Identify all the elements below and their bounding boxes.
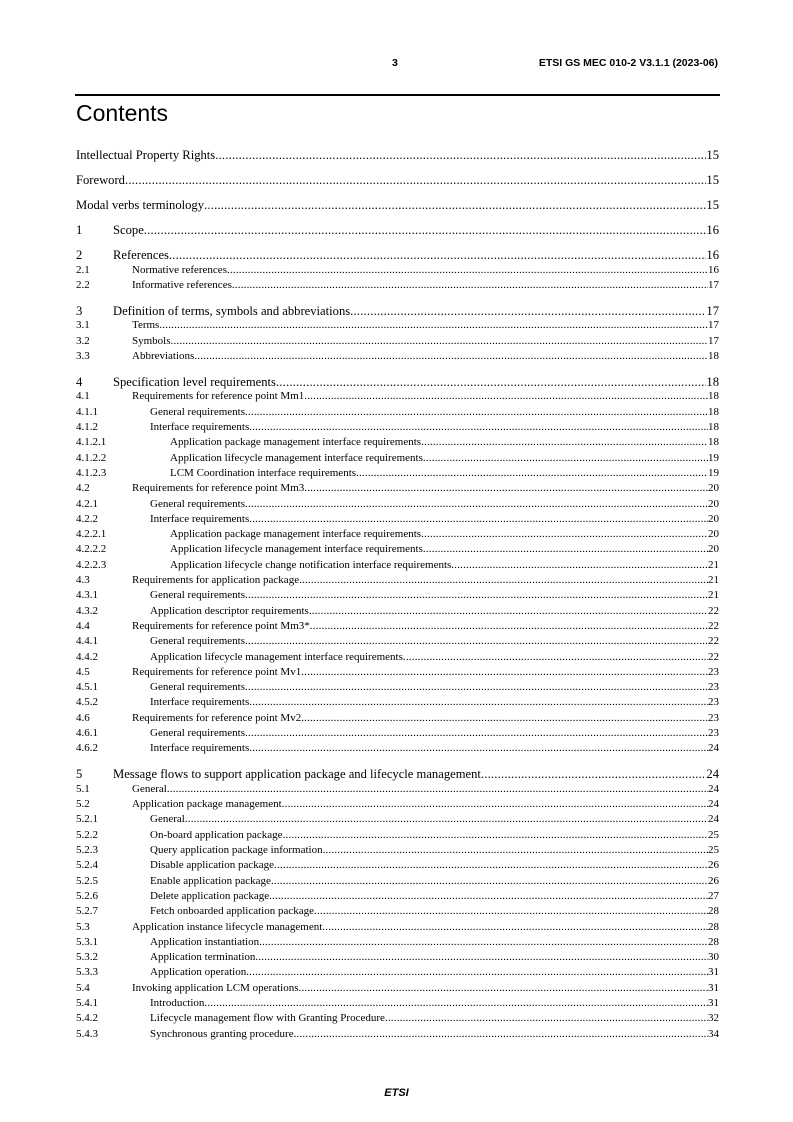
toc-entry-page: 31	[708, 981, 719, 994]
toc-entry-title: Application lifecycle management interface requirements	[150, 650, 403, 663]
toc-entry-page: 15	[706, 148, 719, 162]
toc-entry[interactable]	[76, 767, 719, 782]
toc-entry-number: 4.3	[76, 574, 90, 586]
toc-dot-leader	[259, 936, 708, 948]
toc-dot-leader	[245, 681, 708, 693]
toc-dot-leader	[421, 436, 708, 448]
toc-entry[interactable]	[76, 559, 719, 571]
toc-dot-leader	[294, 1028, 708, 1040]
toc-dot-leader	[299, 982, 709, 994]
toc-entry-title: On-board application package	[150, 828, 283, 841]
toc-entry-page: 19	[708, 466, 719, 479]
toc-dot-leader	[194, 350, 708, 362]
toc-entry-title: Application instantiation	[150, 935, 260, 948]
toc-dot-leader	[282, 798, 708, 810]
toc-entry-title: Invoking application LCM operations	[132, 981, 299, 994]
toc-entry-page: 30	[708, 951, 719, 964]
toc-entry-title: Informative references	[132, 278, 232, 291]
toc-entry-title: Requirements for reference point Mm3*	[132, 619, 310, 632]
toc-entry[interactable]	[76, 1012, 719, 1024]
toc-dot-leader	[451, 559, 708, 571]
toc-entry[interactable]	[76, 375, 719, 390]
toc-entry-number: 5.4	[76, 981, 90, 994]
toc-entry-title: Lifecycle management flow with Granting Procedure	[150, 1012, 385, 1025]
toc-entry-number: 4.5.1	[76, 681, 98, 694]
toc-dot-leader	[245, 589, 708, 601]
toc-entry-title: General requirements	[150, 727, 245, 739]
toc-entry[interactable]	[76, 727, 719, 739]
toc-entry[interactable]	[76, 666, 719, 678]
toc-dot-leader	[245, 406, 708, 418]
toc-entry-title: Requirements for reference point Mm3	[132, 482, 305, 495]
toc-entry-number: 3.3	[76, 349, 90, 362]
toc-dot-leader	[356, 467, 708, 479]
toc-entry-title: General requirements	[150, 681, 245, 694]
toc-entry-number: 5.3.2	[76, 951, 98, 964]
toc-entry-title: Terms	[132, 319, 160, 332]
toc-entry[interactable]	[76, 148, 719, 163]
toc-entry-page: 20	[708, 482, 719, 495]
toc-dot-leader	[314, 905, 708, 917]
toc-entry[interactable]	[76, 844, 719, 856]
toc-entry-title: Symbols	[132, 334, 171, 347]
toc-entry-number: 4.1	[76, 390, 90, 403]
toc-entry-page: 21	[708, 558, 719, 571]
toc-entry-title: Normative references	[132, 263, 227, 276]
toc-entry-number: 5.2.6	[76, 889, 98, 902]
toc-entry-page: 17	[706, 303, 719, 318]
toc-entry-number: 5.3.1	[76, 935, 98, 948]
toc-entry[interactable]	[76, 605, 719, 617]
toc-entry[interactable]	[76, 620, 719, 632]
toc-entry-title: Definition of terms, symbols and abbreviations	[113, 303, 351, 318]
toc-entry-page: 22	[708, 635, 719, 648]
toc-entry-number: 5	[76, 767, 83, 782]
toc-entry-page: 18	[708, 405, 719, 418]
toc-dot-leader	[269, 890, 708, 902]
toc-entry[interactable]	[76, 421, 719, 433]
toc-entry[interactable]	[76, 264, 719, 276]
toc-entry-title: Application termination	[150, 951, 256, 964]
toc-entry-page: 20	[708, 497, 719, 510]
toc-entry-title: Modal verbs terminology	[76, 198, 205, 212]
toc-dot-leader	[159, 319, 708, 331]
toc-dot-leader	[322, 921, 708, 933]
toc-entry-number: 4.2.2	[76, 512, 98, 525]
toc-entry-number: 2.1	[76, 263, 90, 276]
toc-entry-number: 2	[76, 248, 83, 262]
toc-dot-leader	[167, 783, 708, 795]
toc-dot-leader	[204, 198, 706, 213]
toc-entry-title: Synchronous granting procedure	[150, 1027, 294, 1040]
toc-entry[interactable]	[76, 798, 719, 810]
toc-entry[interactable]	[76, 829, 719, 841]
toc-entry-page: 25	[708, 828, 719, 841]
toc-entry-title: Application lifecycle management interface requirements	[170, 451, 423, 464]
toc-entry-page: 17	[708, 319, 719, 332]
toc-dot-leader	[301, 712, 708, 724]
toc-entry-number: 4.5.2	[76, 696, 98, 709]
toc-dot-leader	[249, 513, 708, 525]
toc-entry-title: Application descriptor requirements	[150, 604, 309, 617]
toc-entry-title: Abbreviations	[132, 349, 195, 362]
page-title: Contents	[76, 100, 169, 126]
toc-entry-title: Disable application package	[150, 859, 275, 872]
toc-entry-title: Interface requirements	[150, 421, 250, 433]
toc-entry-page: 24	[708, 813, 719, 826]
toc-entry-number: 1	[76, 223, 83, 237]
toc-entry[interactable]	[76, 467, 719, 479]
toc-entry-title: Requirements for reference point Mm1	[132, 390, 305, 403]
toc-entry-title: Application operation	[150, 966, 247, 979]
toc-dot-leader	[249, 742, 708, 754]
toc-dot-leader	[245, 635, 708, 647]
header-rule	[75, 94, 720, 96]
toc-entry-number: 5.2.3	[76, 844, 98, 856]
toc-entry-number: 5.2.2	[76, 828, 98, 841]
toc-entry[interactable]	[76, 1028, 719, 1040]
toc-entry-title: General requirements	[150, 589, 245, 602]
toc-entry-page: 28	[708, 905, 719, 918]
toc-entry-page: 21	[708, 574, 719, 586]
toc-dot-leader	[403, 651, 708, 663]
toc-entry-title: Enable application package	[150, 874, 271, 887]
toc-entry-number: 5.2.7	[76, 905, 98, 918]
toc-dot-leader	[299, 574, 708, 586]
toc-entry-page: 16	[708, 263, 719, 276]
toc-entry-title: Query application package information	[150, 844, 323, 856]
toc-entry-title: Delete application package	[150, 889, 270, 902]
toc-entry-number: 5.3	[76, 920, 90, 933]
toc-dot-leader	[385, 1012, 708, 1024]
toc-entry-page: 15	[706, 198, 719, 212]
toc-entry-page: 28	[708, 920, 719, 933]
header-document-id: ETSI GS MEC 010-2 V3.1.1 (2023-06)	[538, 57, 718, 69]
toc-entry-number: 4.2.1	[76, 497, 98, 510]
toc-entry[interactable]	[76, 921, 719, 933]
toc-entry-page: 23	[708, 696, 719, 709]
toc-entry-page: 22	[708, 650, 719, 663]
toc-entry-number: 5.4.1	[76, 997, 98, 1009]
toc-entry-page: 15	[706, 173, 719, 187]
toc-entry-number: 4.1.2	[76, 421, 98, 433]
toc-entry-title: Requirements for application package	[132, 574, 300, 586]
toc-entry[interactable]	[76, 890, 719, 902]
toc-entry[interactable]	[76, 905, 719, 917]
toc-entry-page: 28	[708, 935, 719, 948]
header-page-number: 3	[392, 57, 398, 69]
toc-dot-leader	[144, 223, 707, 238]
toc-entry-title: Application package management interface requirements	[170, 528, 422, 541]
toc-entry[interactable]	[76, 813, 719, 825]
toc-dot-leader	[249, 696, 708, 708]
toc-entry-page: 31	[708, 997, 719, 1009]
toc-entry-number: 4.1.1	[76, 405, 98, 418]
toc-entry-page: 20	[708, 528, 719, 541]
toc-entry-title: Application package management interface requirements	[170, 436, 422, 449]
toc-entry-page: 18	[706, 374, 719, 389]
toc-dot-leader	[301, 666, 708, 678]
toc-entry[interactable]	[76, 635, 719, 647]
toc-entry[interactable]	[76, 528, 719, 540]
toc-dot-leader	[274, 859, 708, 871]
toc-entry-page: 25	[708, 844, 719, 856]
toc-entry-number: 4.6.2	[76, 742, 98, 755]
toc-entry-title: General requirements	[150, 635, 245, 648]
toc-entry[interactable]	[76, 951, 719, 963]
toc-entry-number: 4.6.1	[76, 727, 98, 739]
toc-entry-number: 5.4.3	[76, 1027, 98, 1040]
toc-entry-page: 19	[708, 451, 719, 464]
toc-entry-page: 23	[708, 665, 719, 678]
toc-entry-page: 24	[708, 742, 719, 755]
toc-entry-title: Message flows to support application package and lifecycle management	[113, 767, 481, 782]
toc-entry-title: Interface requirements	[150, 512, 250, 525]
toc-entry-title: Application lifecycle change notification interface requirements	[170, 558, 452, 571]
toc-entry-number: 4.2.2.2	[76, 543, 107, 556]
toc-entry[interactable]	[76, 681, 719, 693]
toc-entry[interactable]	[76, 982, 719, 994]
toc-entry-page: 27	[708, 889, 719, 902]
toc-entry-number: 3.2	[76, 334, 90, 347]
toc-entry-number: 2.2	[76, 278, 90, 291]
toc-entry[interactable]	[76, 319, 719, 331]
toc-entry-number: 4.2	[76, 482, 90, 495]
toc-entry[interactable]	[76, 173, 719, 188]
toc-entry-number: 5.3.3	[76, 966, 98, 979]
toc-entry-number: 5.2	[76, 798, 90, 811]
toc-entry-page: 23	[708, 711, 719, 724]
toc-entry-number: 3	[76, 303, 83, 318]
toc-dot-leader	[246, 966, 708, 978]
toc-entry-page: 20	[708, 543, 719, 556]
toc-dot-leader	[125, 173, 706, 188]
toc-entry-number: 4	[76, 374, 83, 389]
toc-entry-number: 4.4.2	[76, 650, 98, 663]
toc-entry-page: 18	[708, 436, 719, 449]
toc-entry-title: Application package management	[132, 798, 282, 811]
toc-entry[interactable]	[76, 712, 719, 724]
toc-entry-title: Introduction	[150, 997, 205, 1009]
toc-entry[interactable]	[76, 406, 719, 418]
toc-entry-title: Application lifecycle management interface requirements	[170, 543, 423, 556]
toc-entry[interactable]	[76, 482, 719, 494]
toc-dot-leader	[271, 875, 708, 887]
toc-dot-leader	[323, 844, 708, 856]
toc-dot-leader	[169, 248, 706, 263]
toc-entry[interactable]	[76, 589, 719, 601]
toc-entry-number: 4.4	[76, 619, 90, 632]
toc-dot-leader	[215, 148, 706, 163]
toc-entry-page: 21	[708, 589, 719, 602]
toc-entry-number: 4.1.2.1	[76, 436, 107, 449]
toc-entry-number: 3.1	[76, 319, 90, 332]
toc-entry-page: 16	[706, 223, 719, 237]
footer-publisher: ETSI	[384, 1087, 409, 1099]
toc-entry-page: 18	[708, 421, 719, 433]
toc-entry-number: 4.3.1	[76, 589, 98, 602]
toc-entry-number: 4.1.2.3	[76, 466, 107, 479]
toc-dot-leader	[232, 279, 708, 291]
toc-entry[interactable]	[76, 390, 719, 402]
toc-entry-title: General	[150, 813, 185, 826]
toc-entry[interactable]	[76, 350, 719, 362]
toc-entry[interactable]	[76, 452, 719, 464]
toc-entry-page: 18	[708, 349, 719, 362]
toc-entry[interactable]	[76, 223, 719, 238]
toc-entry[interactable]	[76, 936, 719, 948]
toc-entry[interactable]	[76, 436, 719, 448]
toc-dot-leader	[304, 390, 708, 402]
toc-dot-leader	[255, 951, 708, 963]
toc-entry-number: 4.4.1	[76, 635, 98, 648]
toc-dot-leader	[283, 829, 708, 841]
toc-entry-page: 22	[708, 604, 719, 617]
toc-dot-leader	[423, 543, 708, 555]
toc-entry-title: Interface requirements	[150, 742, 250, 755]
toc-entry-title: LCM Coordination interface requirements	[170, 466, 357, 479]
toc-entry-page: 20	[708, 512, 719, 525]
toc-entry[interactable]	[76, 875, 719, 887]
toc-entry-title: Requirements for reference point Mv2	[132, 711, 302, 724]
toc-entry[interactable]	[76, 651, 719, 663]
toc-entry[interactable]	[76, 966, 719, 978]
toc-entry-title: Application instance lifecycle management	[132, 920, 323, 933]
toc-dot-leader	[204, 997, 708, 1009]
toc-dot-leader	[249, 421, 708, 433]
toc-dot-leader	[304, 482, 708, 494]
toc-entry-title: References	[113, 248, 169, 262]
toc-dot-leader	[423, 452, 708, 464]
toc-dot-leader	[227, 264, 708, 276]
toc-entry-title: General requirements	[150, 405, 245, 418]
toc-entry-title: Intellectual Property Rights	[76, 148, 216, 162]
toc-entry-number: 5.1	[76, 782, 90, 795]
toc-entry[interactable]	[76, 279, 719, 291]
toc-entry[interactable]	[76, 335, 719, 347]
toc-entry-page: 31	[708, 966, 719, 979]
toc-dot-leader	[245, 498, 708, 510]
toc-entry-number: 4.3.2	[76, 604, 98, 617]
toc-entry[interactable]	[76, 498, 719, 510]
toc-entry-title: Foreword	[76, 173, 125, 187]
toc-entry[interactable]	[76, 198, 719, 213]
toc-entry-page: 17	[708, 334, 719, 347]
toc-entry-page: 23	[708, 727, 719, 739]
toc-entry[interactable]	[76, 696, 719, 708]
toc-entry-number: 4.2.2.3	[76, 558, 107, 571]
toc-entry-number: 5.2.1	[76, 813, 98, 826]
toc-entry-number: 5.2.4	[76, 859, 98, 872]
toc-entry-number: 4.5	[76, 665, 90, 678]
toc-entry[interactable]	[76, 513, 719, 525]
toc-dot-leader	[245, 727, 708, 739]
toc-dot-leader	[185, 813, 708, 825]
toc-dot-leader	[171, 335, 708, 347]
toc-entry-page: 24	[708, 798, 719, 811]
toc-entry-page: 17	[708, 278, 719, 291]
toc-entry-page: 24	[708, 782, 719, 795]
toc-entry[interactable]	[76, 742, 719, 754]
toc-entry-page: 26	[708, 859, 719, 872]
toc-entry[interactable]	[76, 997, 719, 1009]
toc-entry-page: 24	[706, 767, 719, 782]
toc-entry-page: 26	[708, 874, 719, 887]
toc-entry-number: 4.2.2.1	[76, 528, 107, 541]
toc-entry-number: 5.4.2	[76, 1012, 98, 1025]
toc-entry-title: Scope	[113, 223, 144, 237]
toc-entry[interactable]	[76, 783, 719, 795]
toc-entry-page: 23	[708, 681, 719, 694]
toc-dot-leader	[309, 605, 708, 617]
toc-entry-title: Specification level requirements	[113, 374, 276, 389]
toc-entry-title: Interface requirements	[150, 696, 250, 709]
toc-entry-title: General	[132, 782, 167, 795]
toc-entry-page: 16	[706, 248, 719, 262]
toc-dot-leader	[276, 375, 706, 390]
toc-entry[interactable]	[76, 304, 719, 319]
toc-entry[interactable]	[76, 543, 719, 555]
toc-entry-page: 22	[708, 619, 719, 632]
toc-dot-leader	[421, 528, 708, 540]
toc-entry[interactable]	[76, 859, 719, 871]
toc-entry-title: Fetch onboarded application package	[150, 905, 315, 918]
toc-entry-number: 4.1.2.2	[76, 451, 107, 464]
toc-entry-title: General requirements	[150, 497, 245, 510]
toc-dot-leader	[310, 620, 708, 632]
toc-dot-leader	[350, 304, 706, 319]
toc-entry-title: Requirements for reference point Mv1	[132, 665, 302, 678]
toc-entry-number: 5.2.5	[76, 874, 98, 887]
toc-entry-page: 34	[708, 1027, 719, 1040]
toc-entry-page: 32	[708, 1012, 719, 1025]
toc-entry-number: 4.6	[76, 711, 90, 724]
toc-entry[interactable]	[76, 574, 719, 586]
toc-entry-page: 18	[708, 390, 719, 403]
toc-dot-leader	[481, 767, 707, 782]
toc-entry[interactable]	[76, 248, 719, 263]
